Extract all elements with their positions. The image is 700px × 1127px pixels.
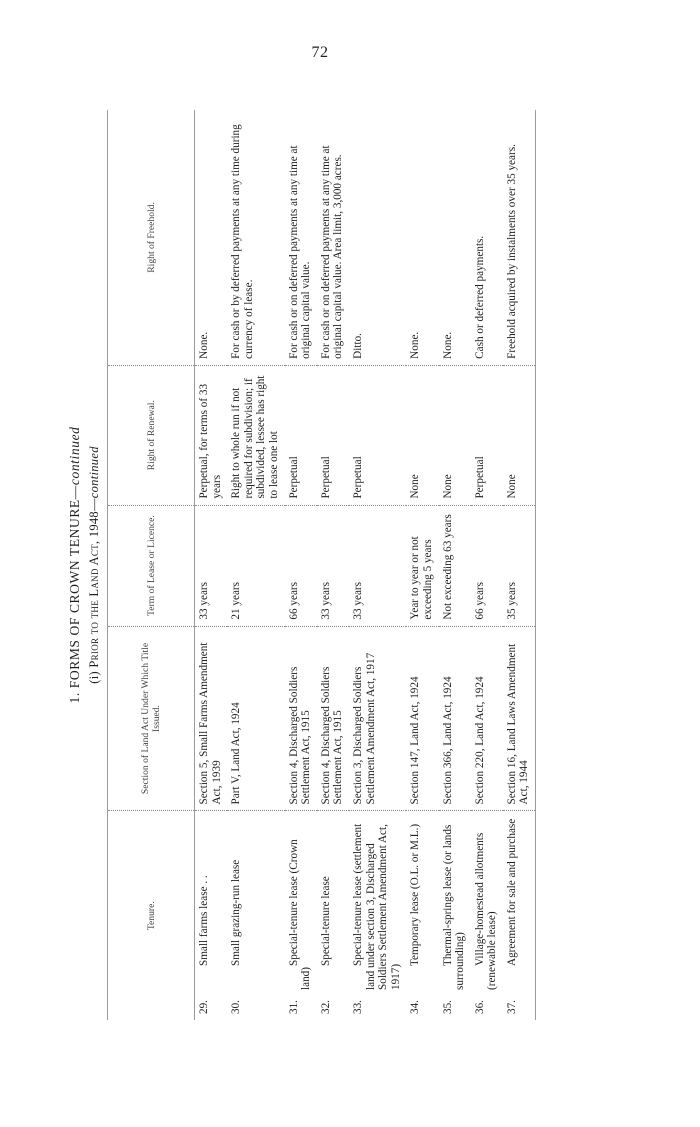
cell-freehold: For cash or on deferred payments at any time at original capital value. Area limit, 3,000 acres. <box>317 110 349 365</box>
cell-section: Section 4, Discharged Soldiers Settlement Act, 1915 <box>317 626 349 811</box>
cell-renewal: Perpetual <box>285 365 317 505</box>
row-number: 37. <box>505 1000 518 1014</box>
table-row <box>317 110 349 1020</box>
cell-section: Section 3, Discharged Soldiers Settlement Amendment Act, 1917 <box>349 626 406 811</box>
header-freehold: Right of Freehold. <box>108 110 195 365</box>
cell-renewal: Perpetual, for terms of 33 years <box>195 365 228 505</box>
cell-section: Section 220, Land Act, 1924 <box>471 626 503 811</box>
cell-term: Not exceeding 63 years <box>439 505 471 626</box>
cell-renewal: None <box>503 365 536 505</box>
cell-tenure <box>503 811 536 1020</box>
cell-term: 33 years <box>317 505 349 626</box>
row-number: 34. <box>409 1000 422 1014</box>
subtitle-continued: continued <box>87 446 101 499</box>
cell-tenure <box>439 811 471 1020</box>
tenure-text: Village-homestead allotments (renewable lease) <box>473 832 499 990</box>
table-subtitle <box>85 110 103 1020</box>
tenure-text: Special-tenure lease (settlement land under section 3, Discharged Soldiers Settlement Amendment Act, 1917) <box>351 823 402 990</box>
cell-section: Part V, Land Act, 1924 <box>227 626 284 811</box>
tenure-text: Small grazing-run lease <box>230 859 243 966</box>
table-row <box>195 110 228 1020</box>
cell-renewal: Right to whole run if not required for subdivision; if subdivided, lessee has right to lease one lot <box>227 365 284 505</box>
subtitle-number: (i) <box>87 667 101 684</box>
cell-renewal: Perpetual <box>471 365 503 505</box>
cell-section: Section 16, Land Laws Amendment Act, 1944 <box>503 626 536 811</box>
tenure-text: Special-tenure lease (Crown land) <box>287 839 313 990</box>
cell-tenure <box>471 811 503 1020</box>
cell-freehold: None. <box>195 110 228 365</box>
table-row <box>503 110 536 1020</box>
cell-term: 33 years <box>195 505 228 626</box>
cell-renewal: None <box>406 365 438 505</box>
cell-freehold: For cash or on deferred payments at any time at original capital value. <box>285 110 317 365</box>
cell-freehold: None. <box>406 110 438 365</box>
cell-term: 66 years <box>285 505 317 626</box>
tenure-text: Thermal-springs lease (or lands surrounding) <box>441 824 467 990</box>
tenure-text: Small farms lease . . <box>198 875 210 966</box>
row-number: 29. <box>198 1000 210 1014</box>
cell-freehold: Cash or deferred payments. <box>471 110 503 365</box>
cell-tenure <box>195 811 228 1020</box>
table-row <box>227 110 284 1020</box>
header-renewal: Right of Renewal. <box>108 365 195 505</box>
row-number: 32. <box>319 1000 332 1014</box>
rotated-table-sheet <box>65 110 585 1020</box>
cell-freehold: Freehold acquired by instalments over 35 years. <box>503 110 536 365</box>
cell-section: Section 5, Small Farms Amendment Act, 1939 <box>195 626 228 811</box>
cell-freehold: Ditto. <box>349 110 406 365</box>
cell-freehold: None. <box>439 110 471 365</box>
table-title <box>66 110 84 1020</box>
tenure-text: Special-tenure lease <box>319 876 332 966</box>
header-section: Section of Land Act Under Which Title Issued. <box>108 626 195 811</box>
title-continued: continued <box>67 426 82 486</box>
table-row <box>406 110 438 1020</box>
cell-tenure <box>317 811 349 1020</box>
cell-renewal: Perpetual <box>317 365 349 505</box>
subtitle-text: Prior to the Land Act, 1948— <box>87 498 101 668</box>
cell-section: Section 366, Land Act, 1924 <box>439 626 471 811</box>
cell-renewal: Perpetual <box>349 365 406 505</box>
cell-freehold: For cash or by deferred payments at any time during currency of lease. <box>227 110 284 365</box>
row-number: 35. <box>441 1000 454 1014</box>
row-number: 33. <box>351 1000 364 1014</box>
header-tenure: Tenure. <box>108 811 195 1020</box>
cell-section: Section 4, Discharged Soldiers Settlement Act, 1915 <box>285 626 317 811</box>
table-row <box>471 110 503 1020</box>
cell-section: Section 147, Land Act, 1924 <box>406 626 438 811</box>
title-text: 1. FORMS OF CROWN TENURE— <box>67 485 82 704</box>
cell-term: Year to year or not exceeding 5 years <box>406 505 438 626</box>
cell-tenure <box>406 811 438 1020</box>
row-number: 31. <box>287 1000 300 1014</box>
row-number: 36. <box>473 1000 486 1014</box>
cell-tenure <box>227 811 284 1020</box>
table-header-row <box>108 110 195 1020</box>
cell-term: 33 years <box>349 505 406 626</box>
page-number: 72 <box>311 44 329 61</box>
cell-tenure <box>285 811 317 1020</box>
tenure-text: Agreement for sale and purchase <box>505 818 518 966</box>
cell-renewal: None <box>439 365 471 505</box>
crown-tenure-table <box>107 110 536 1020</box>
cell-tenure <box>349 811 406 1020</box>
cell-term: 21 years <box>227 505 284 626</box>
cell-term: 35 years <box>503 505 536 626</box>
table-row <box>349 110 406 1020</box>
row-number: 30. <box>230 1000 243 1014</box>
table-row <box>285 110 317 1020</box>
cell-term: 66 years <box>471 505 503 626</box>
table-row <box>439 110 471 1020</box>
header-term: Term of Lease or Licence. <box>108 505 195 626</box>
tenure-text: Temporary lease (O.L. or M.L.) <box>409 823 422 966</box>
